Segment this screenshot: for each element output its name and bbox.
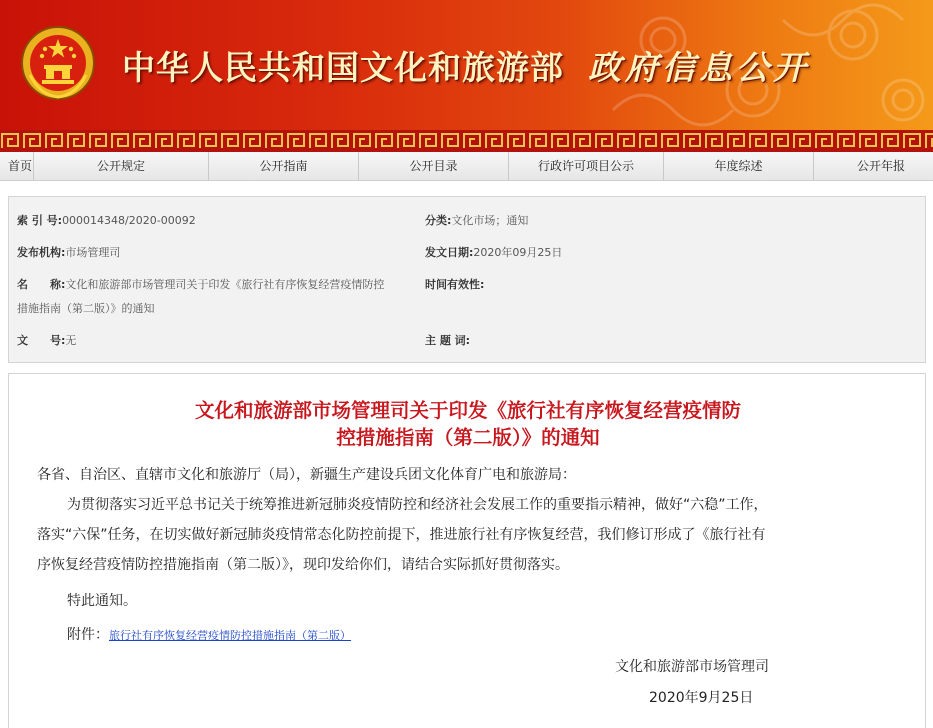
- category-value: 文化市场；通知: [451, 214, 529, 227]
- date-row: [425, 244, 562, 260]
- document-title-line2: 控措施指南（第二版）》的通知: [336, 426, 600, 449]
- top-nav: [0, 152, 933, 181]
- category-label: 分类:: [425, 214, 452, 227]
- document-content: [8, 373, 926, 728]
- attachment-label: 附件：: [67, 627, 109, 643]
- validity-label: 时间有效性:: [425, 278, 485, 291]
- ministry-title: 中华人民共和国文化和旅游部: [122, 48, 564, 87]
- index-value: 000014348/2020-00092: [62, 214, 196, 227]
- docno-row: [17, 332, 76, 348]
- body-line2: 落实“六保”任务，在切实做好新冠肺炎疫情常态化防控前提下，推进旅行社有序恢复经营，我们修订形成了《旅行社有: [37, 527, 766, 543]
- date-value: 2020年09月25日: [473, 246, 563, 259]
- name-label: 名 称:: [17, 278, 66, 291]
- name-value-line1: 文化和旅游部市场管理司关于印发《旅行社有序恢复经营疫情防控: [65, 278, 385, 291]
- attachment-row: [67, 622, 351, 649]
- body-line1: 为贯彻落实习近平总书记关于统筹推进新冠肺炎疫情防控和经济社会发展工作的重要指示精神，做好“六稳”工作，: [67, 497, 768, 513]
- signer: 文化和旅游部市场管理司: [615, 659, 769, 675]
- name-row: [17, 276, 384, 292]
- agency-value: 市场管理司: [65, 246, 121, 259]
- docno-value: 无: [65, 334, 77, 347]
- docno-label: 文 号:: [17, 334, 66, 347]
- greek-key-border-decoration: [0, 130, 933, 152]
- index-label: 索 引 号:: [17, 214, 63, 227]
- body-line3: 序恢复经营疫情防控措施指南（第二版）》，现印发给你们，请结合实际抓好贯彻落实。: [37, 557, 569, 573]
- salutation: 各省、自治区、直辖市文化和旅游厅（局），新疆生产建设兵团文化体育广电和旅游局：: [37, 467, 576, 483]
- subject-row: [425, 332, 470, 348]
- agency-row: [17, 244, 120, 260]
- agency-label: 发布机构:: [17, 246, 66, 259]
- nav-item-catalog[interactable]: 公开目录: [359, 152, 509, 181]
- section-title: 政府信息公开: [588, 48, 810, 87]
- closing-text: 特此通知。: [67, 593, 137, 609]
- national-emblem-icon: [20, 25, 96, 101]
- document-metadata-panel: [8, 196, 926, 363]
- nav-item-home[interactable]: 首页: [0, 152, 34, 181]
- nav-item-annual-summary[interactable]: 年度综述: [664, 152, 814, 181]
- header-banner: [0, 0, 933, 130]
- subject-label: 主 题 词:: [425, 334, 471, 347]
- nav-item-annual-report[interactable]: 公开年报: [856, 159, 905, 173]
- validity-row: [425, 276, 484, 292]
- index-row: [17, 212, 196, 228]
- attachment-link[interactable]: 旅行社有序恢复经营疫情防控措施指南（第二版）: [109, 629, 351, 642]
- category-row: [425, 212, 528, 228]
- document-title-line1: 文化和旅游部市场管理司关于印发《旅行社有序恢复经营疫情防: [194, 399, 741, 422]
- nav-item-license[interactable]: 行政许可项目公示: [509, 152, 664, 181]
- sign-date: 2020年9月25日: [649, 690, 754, 706]
- date-label: 发文日期:: [425, 246, 474, 259]
- name-value-line2: 措施指南（第二版）》的通知: [17, 302, 155, 315]
- nav-item-rules[interactable]: 公开规定: [34, 152, 209, 181]
- nav-item-guide[interactable]: 公开指南: [209, 152, 359, 181]
- document-title: [9, 397, 927, 451]
